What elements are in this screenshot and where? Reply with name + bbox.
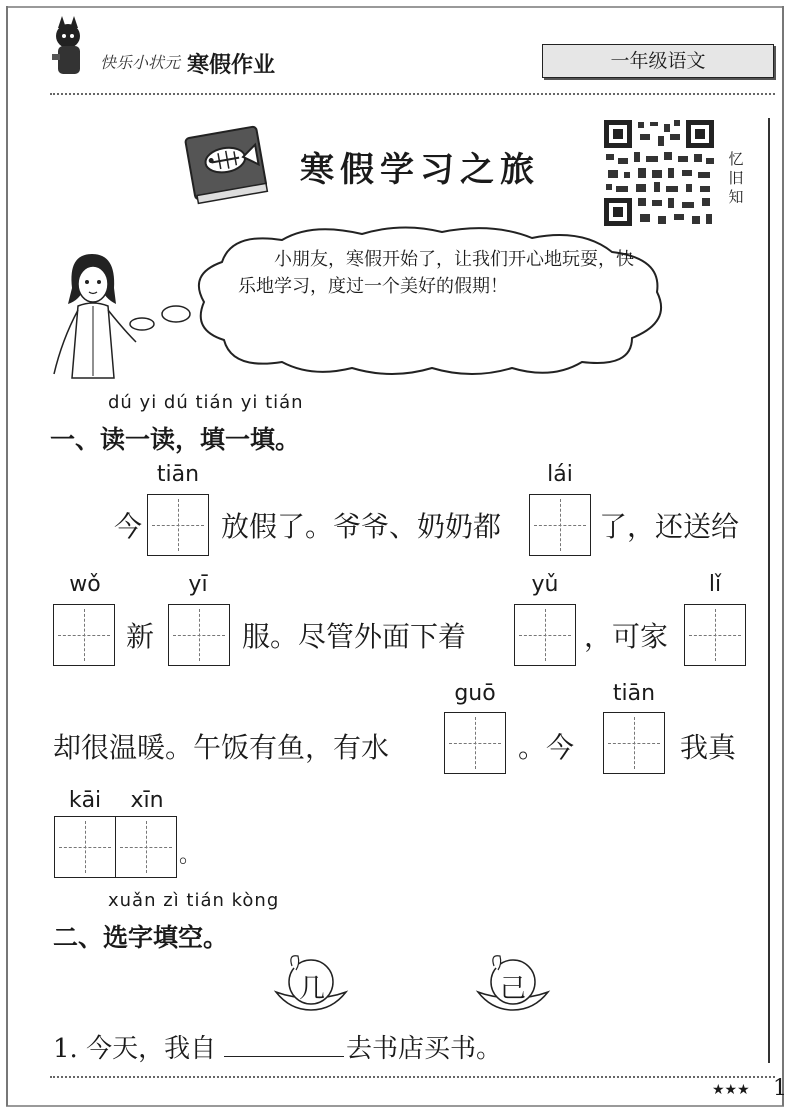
- option-char: 几: [298, 974, 325, 1004]
- difficulty-stars: ★★★: [712, 1082, 750, 1098]
- pinyin-label: wǒ: [69, 572, 101, 597]
- review-label: 忆旧知: [728, 150, 744, 206]
- section2-heading: 二、选字填空。: [53, 923, 229, 952]
- section1-pinyin: dú yi dú tián yi tián: [108, 392, 304, 413]
- answer-box[interactable]: [444, 712, 506, 774]
- answer-box[interactable]: [53, 604, 115, 666]
- sentence-text: 了，还送给: [599, 510, 740, 543]
- section1-heading: 一、读一读，填一填。: [50, 425, 301, 454]
- section2-pinyin: xuǎn zì tián kòng: [108, 890, 280, 911]
- sentence-text: 今: [114, 510, 143, 543]
- grade-label: 一年级语文: [542, 44, 774, 78]
- page-number: 1: [773, 1076, 787, 1101]
- pinyin-label: tiān: [156, 462, 200, 487]
- answer-box[interactable]: [115, 816, 177, 878]
- answer-box[interactable]: [603, 712, 665, 774]
- pinyin-label: yī: [188, 572, 208, 597]
- sentence-text: 我真: [680, 731, 737, 764]
- pinyin-label: lǐ: [708, 572, 722, 597]
- answer-box[interactable]: [684, 604, 746, 666]
- answer-box[interactable]: [54, 816, 116, 878]
- pinyin-label: guō: [454, 681, 496, 706]
- pinyin-label: yǔ: [531, 572, 559, 597]
- qr-code[interactable]: [602, 118, 716, 228]
- fish-book-icon: [178, 118, 274, 210]
- question1-blank[interactable]: [224, 1026, 344, 1057]
- frame-bottom: [6, 1105, 784, 1107]
- right-margin-rule: [768, 118, 770, 1063]
- frame-right: [782, 6, 784, 1106]
- mascot-icon: [44, 14, 94, 78]
- sentence-text: 却很温暖。午饭有鱼，有水: [53, 731, 390, 764]
- sentence-text: 。: [179, 843, 202, 868]
- question1-text-after: 去书店买书。: [346, 1034, 503, 1064]
- pinyin-label: kāi: [68, 788, 102, 813]
- brand-text: 快乐小状元: [100, 53, 181, 72]
- sentence-text: 放假了。爷爷、奶奶都: [221, 510, 502, 543]
- frame-top: [6, 6, 784, 8]
- answer-box[interactable]: [529, 494, 591, 556]
- option-char: 己: [499, 974, 526, 1004]
- answer-box[interactable]: [514, 604, 576, 666]
- sentence-text: 服。尽管外面下着: [242, 620, 467, 653]
- series-title: 寒假作业: [187, 52, 276, 78]
- pinyin-label: lái: [547, 462, 573, 487]
- sentence-text: ，可家: [584, 620, 669, 653]
- main-title: 寒假学习之旅: [300, 150, 540, 190]
- pinyin-label: xīn: [130, 788, 164, 813]
- header-divider: [50, 93, 775, 95]
- question1-text-before: 1. 今天，我自: [53, 1034, 217, 1064]
- answer-box[interactable]: [168, 604, 230, 666]
- frame-left: [6, 6, 8, 1106]
- answer-box[interactable]: [147, 494, 209, 556]
- footer-divider: [50, 1076, 775, 1078]
- speech-text: 小朋友，寒假开始了，让我们开心地玩耍，快乐地学习，度过一个美好的假期！: [238, 249, 634, 297]
- pinyin-label: tiān: [612, 681, 656, 706]
- sentence-text: 。今: [518, 731, 575, 764]
- sentence-text: 新: [126, 620, 155, 653]
